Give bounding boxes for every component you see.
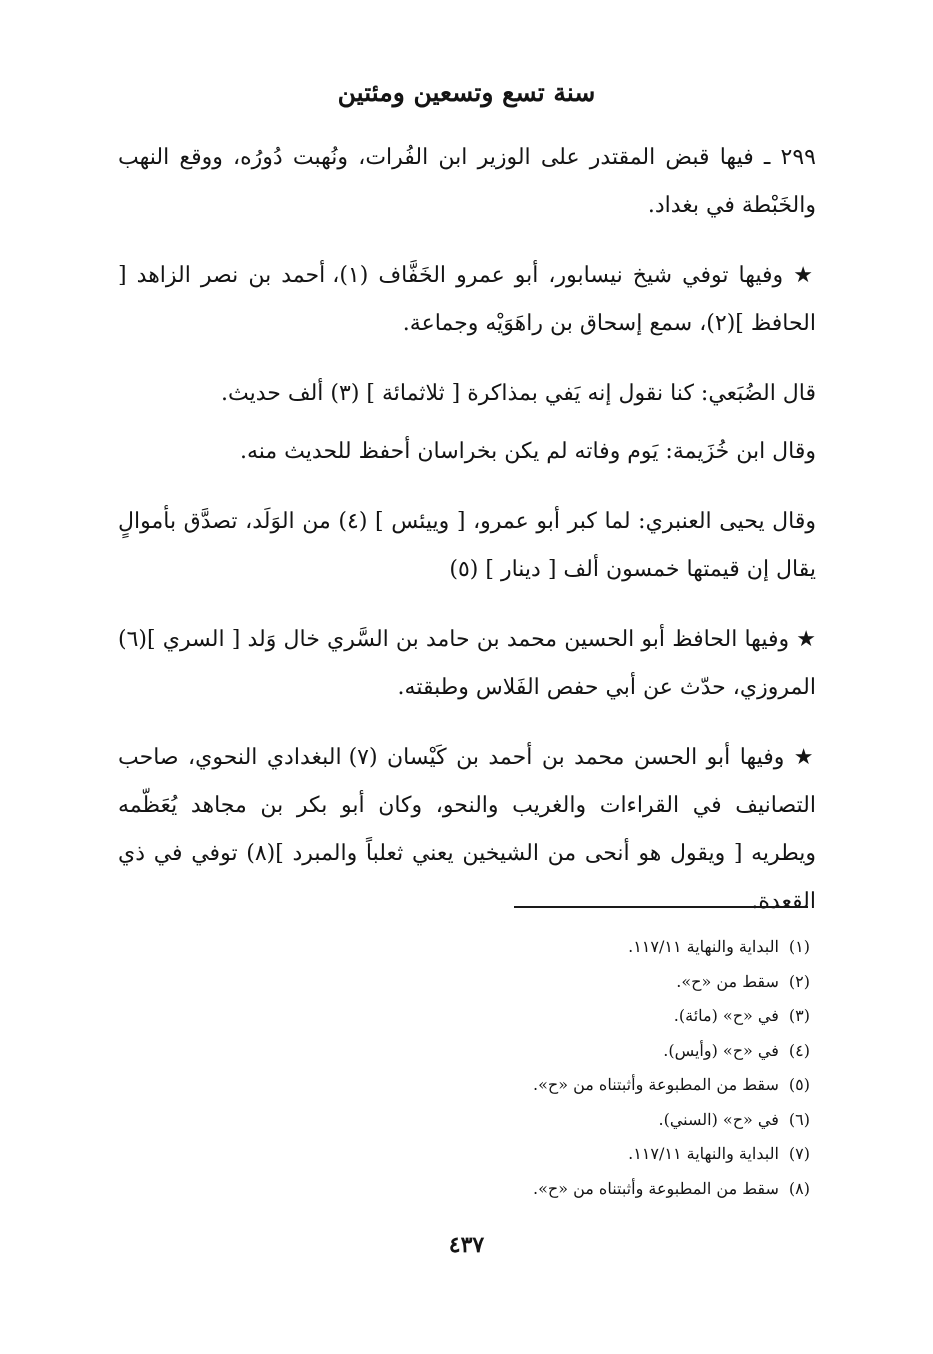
footnote-number: (٤) bbox=[788, 1040, 810, 1060]
footnote-text: البداية والنهاية ١١٧/١١. bbox=[628, 937, 779, 956]
paragraph-abu-al-husayn: ★ وفيها الحافظ أبو الحسين محمد بن حامد بن السَّري خال وَلد [ السري ](٦) المروزي، حدّث عن أبي حفص الفَلاس وطبقته. bbox=[118, 627, 816, 700]
paragraph-yahya-al-anbari-quote: وقال يحيى العنبري: لما كبر أبو عمرو، [ وييئس ] (٤) من الوَلَد، تصدَّق بأموالٍ يقال إن قيمتها خمسون ألف [ دينار ] (٥) bbox=[118, 509, 817, 582]
paragraph-year-299: ٢٩٩ ـ فيها قبض المقتدر على الوزير ابن الفُرات، ونُهبت دُورُه، ووقع النهب والخَبْطة في بغداد. bbox=[118, 145, 816, 218]
footnote-text: في «ح» (وأيس). bbox=[663, 1040, 779, 1060]
footnote-item bbox=[400, 1137, 810, 1172]
footnote-text: سقط من «ح». bbox=[676, 971, 779, 991]
footnote-text: سقط من المطبوعة وأثبتناه من «ح». bbox=[533, 1178, 779, 1198]
footnote-item bbox=[400, 965, 810, 1000]
paragraph-al-khaffaf: ★ وفيها توفي شيخ نيسابور، أبو عمرو الخَفَّاف (١)، أحمد بن نصر الزاهد [ الحافظ ](٢)، سمع إسحاق بن راهَوَيْه وجماعة. bbox=[118, 263, 816, 336]
paragraph-ibn-kaysan: ★ وفيها أبو الحسن محمد بن أحمد بن كَيْسان (٧) البغدادي النحوي، صاحب التصانيف في القراءات والغريب والنحو، وكان أبو بكر بن مجاهد يُعَظّمه ويطريه [ ويقول هو أنحى من الشيخين يعني ثعلباً والمبرد ](٨) توفي في ذي القعدة. bbox=[118, 745, 816, 914]
footnote-item bbox=[400, 1068, 810, 1103]
footnote-number: (١) bbox=[788, 937, 810, 956]
footnote-number: (٣) bbox=[788, 1006, 810, 1025]
footnote-item bbox=[400, 930, 810, 965]
footnote-text: سقط من المطبوعة وأثبتناه من «ح». bbox=[533, 1075, 779, 1094]
footnote-divider bbox=[514, 906, 808, 908]
footnote-number: (٨) bbox=[788, 1178, 810, 1198]
footnotes-list bbox=[400, 930, 810, 1206]
footnote-number: (٥) bbox=[788, 1075, 810, 1094]
footnote-item bbox=[400, 999, 810, 1034]
footnote-item bbox=[400, 1103, 810, 1138]
footnote-text: في «ح» (السني). bbox=[658, 1109, 779, 1129]
footnote-number: (٦) bbox=[788, 1109, 810, 1129]
page-number: ٤٣٧ bbox=[448, 1232, 485, 1258]
footnote-number: (٢) bbox=[788, 971, 810, 991]
footnote-text: البداية والنهاية ١١٧/١١. bbox=[628, 1144, 779, 1163]
paragraph-al-dubai-quote: قال الضُبَعي: كنا نقول إنه يَفي بمذاكرة [ ثلاثمائة ] (٣) ألف حديث. bbox=[220, 381, 816, 406]
main-text bbox=[118, 134, 816, 948]
footnote-text: في «ح» (مائة). bbox=[673, 1006, 779, 1025]
footnote-item bbox=[400, 1034, 810, 1069]
paragraph-ibn-khuzayma-quote: وقال ابن خُزَيمة: يَوم وفاته لم يكن بخراسان أحفظ للحديث منه. bbox=[239, 439, 816, 464]
footnote-item bbox=[400, 1172, 810, 1207]
section-heading: سنة تسع وتسعين ومئتين bbox=[337, 78, 596, 107]
footnote-number: (٧) bbox=[788, 1144, 810, 1163]
